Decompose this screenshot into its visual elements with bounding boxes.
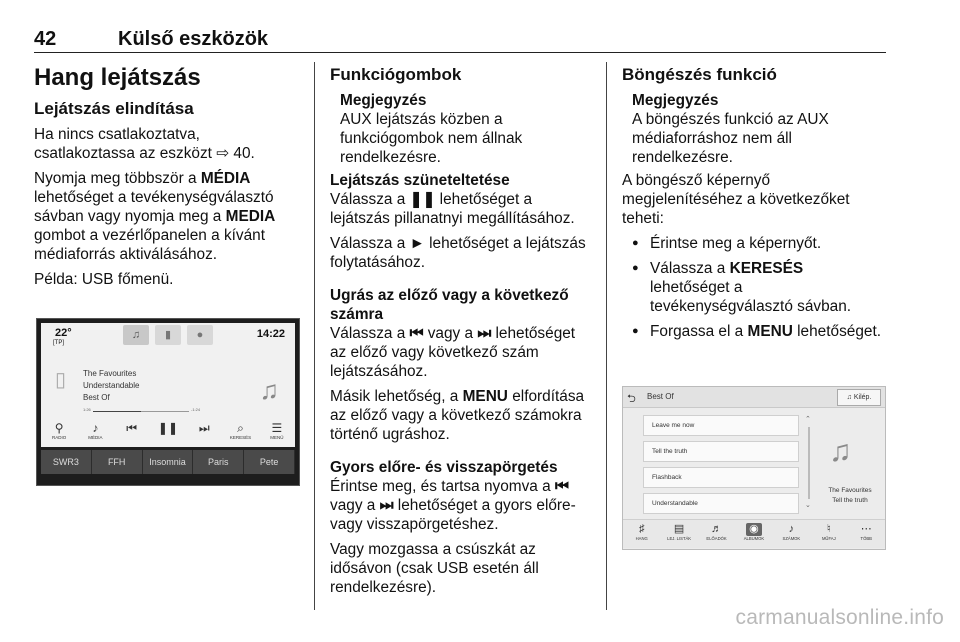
favourite-preset: Pete <box>244 450 295 474</box>
music-note-icon: ♫ <box>846 394 852 401</box>
browse-category-bar <box>623 519 885 548</box>
paragraph: Másik lehetőség, a MENU elfordítása az előző vagy a következő számokra történő ugráshoz. <box>330 388 585 443</box>
chevron-down-icon: ⌄ <box>805 502 811 509</box>
usb-stick-icon: ▯ <box>55 369 67 391</box>
exit-button: ♫ Kilép. <box>837 389 881 406</box>
paragraph: Ha nincs csatlakoztatva, csatlakoztassa az eszközt ⇨ 40. <box>34 126 255 162</box>
music-note-icon: ♫ <box>123 325 149 345</box>
note: Megjegyzés A böngészés funkció az AUX médiaforráshoz nem áll rendelkezésre. <box>632 92 829 166</box>
favourite-preset: FFH <box>92 450 143 474</box>
menu-icon: ☰ <box>271 421 283 435</box>
search-icon: ⌕ <box>237 421 244 435</box>
page-ref-icon: ⇨ <box>216 145 230 162</box>
column-3 <box>622 64 884 347</box>
genre-icon: ♮ <box>826 523 831 535</box>
music-note-control: ♪ MÉDIA <box>81 421 109 447</box>
paragraph: Példa: USB főmenü. <box>34 271 174 288</box>
clock: 14:22 <box>256 328 285 340</box>
track-category: ♪ SZÁMOK <box>776 520 806 548</box>
column-1 <box>34 64 296 295</box>
progress-bar <box>93 411 189 412</box>
chevron-up-icon: ⌃ <box>805 416 811 423</box>
sound-icon: ♯ <box>638 523 645 535</box>
section-title: Funkciógombok <box>330 65 462 84</box>
bullet-list <box>622 234 884 341</box>
album-category: ◉ ALBUMOK <box>743 523 765 541</box>
track-list <box>643 415 799 519</box>
screen <box>41 323 295 447</box>
track: Understandable <box>83 381 140 390</box>
more-category: ⋯ TÖBB <box>851 520 881 548</box>
section-title: Hang lejátszás <box>34 64 201 91</box>
playlist-icon: ▤ <box>673 523 685 535</box>
skip-forward-icon: ⏭ <box>198 421 210 435</box>
list-item: ● Forgassa el a MENU lehetőséget. <box>622 322 884 341</box>
paragraph: Vagy mozgassa a csúszkát az idősávon (csak USB esetén áll rendelkezésre). <box>330 541 539 596</box>
album-art-icon: ♫ <box>829 435 852 468</box>
artist-icon: ♬ <box>711 523 723 535</box>
elapsed-time: 1:26 <box>83 407 91 412</box>
subsection-title: Lejátszás szüneteltetése <box>330 172 510 189</box>
column-2 <box>330 64 592 603</box>
subsection-title: Gyors előre- és visszapörgetés <box>330 459 558 476</box>
menu-control: ☰ MENÜ <box>263 421 291 447</box>
total-time: -1:24 <box>191 407 201 412</box>
genre-category: ♮ MŰFAJ <box>814 520 844 548</box>
paragraph: Érintse meg, és tartsa nyomva a ⏮ vagy a ⏭ lehetőséget a gyors előre- vagy visszapörgetéshez. <box>330 478 576 533</box>
note: Megjegyzés AUX lejátszás közben a funkciógombok nem állnak rendelkezésre. <box>340 92 523 166</box>
skip-back-icon: ⏮ <box>409 325 424 342</box>
artist: The Favourites <box>83 369 137 378</box>
watermark: carmanualsonline.info <box>735 606 944 629</box>
subsection-title: Lejátszás elindítása <box>34 99 194 118</box>
section-title: Böngészés funkció <box>622 65 777 84</box>
control-bar <box>41 421 295 447</box>
title-bar <box>623 387 885 408</box>
list-item: Leave me now <box>643 415 799 436</box>
scrollbar <box>805 415 813 511</box>
temperature: 22° <box>55 327 72 339</box>
browse-screenshot <box>622 386 886 550</box>
page-header <box>34 28 886 53</box>
list-item: Understandable <box>643 493 799 514</box>
list-item: Flashback <box>643 467 799 488</box>
skip-back-icon: ⏮ <box>126 421 138 435</box>
favourite-preset: SWR3 <box>41 450 92 474</box>
paragraph: Válassza a ❚❚ lehetőséget a lejátszás pillanatnyi megállításához. <box>330 191 575 227</box>
paragraph: A böngésző képernyő megjelenítéséhez a következőket teheti: <box>622 172 850 227</box>
source-tabs <box>123 325 213 345</box>
back-icon: ⮌ <box>627 393 636 405</box>
subsection-title: Ugrás az előző vagy a következő számra <box>330 287 569 323</box>
radio-control: ⚲ RADIO <box>45 421 73 447</box>
skip-forward-icon: ⏭ <box>477 325 492 342</box>
pause-control <box>154 421 182 447</box>
radio-icon: ⚲ <box>54 421 64 435</box>
skip-forward-control <box>190 421 218 447</box>
disc-icon: ● <box>187 325 213 345</box>
usb-main-menu-screenshot <box>36 318 300 486</box>
sound-category: ♯ HANG <box>627 520 657 548</box>
playlist-category: ▤ LEJ. LISTÁK <box>664 520 694 548</box>
list-item: Tell the truth <box>643 441 799 462</box>
list-item: ● Érintse meg a képernyőt. <box>622 234 884 253</box>
favourite-preset: Insomnia <box>143 450 194 474</box>
skip-back-control <box>118 421 146 447</box>
track-icon: ♪ <box>788 523 795 535</box>
track: Tell the truth <box>832 497 868 504</box>
column-divider <box>314 62 315 610</box>
paragraph: Nyomja meg többször a MÉDIA lehetőséget a tevékenységválasztó sávban vagy nyomja meg a MEDIA gombot a vezérlőpanelen a kívánt médiaforrás aktiválásához. <box>34 170 276 263</box>
artist-category: ♬ ELŐADÓK <box>702 520 732 548</box>
pause-icon: ❚❚ <box>157 421 179 435</box>
album: Best Of <box>83 393 110 402</box>
album-icon: ◉ <box>746 523 762 536</box>
favourites-bar <box>41 450 295 474</box>
column-divider <box>606 62 607 610</box>
paragraph: Válassza a ⏮ vagy a ⏭ lehetőséget az előző vagy következő szám lejátszásához. <box>330 325 576 380</box>
more-icon: ⋯ <box>860 523 872 535</box>
list-title: Best Of <box>647 392 674 401</box>
pause-icon: ❚❚ <box>409 191 436 208</box>
play-icon: ► <box>409 235 425 252</box>
chapter-title: Külső eszközök <box>118 28 269 50</box>
search-control: ⌕ KERESÉS <box>227 421 255 447</box>
skip-forward-icon: ⏭ <box>379 497 394 514</box>
artist: The Favourites <box>828 487 872 494</box>
skip-back-icon: ⏮ <box>554 478 569 495</box>
list-item: ● Válassza a KERESÉS lehetőséget a tevékenységválasztó sávban. <box>622 259 884 316</box>
favourite-preset: Paris <box>193 450 244 474</box>
device-icon: ▮ <box>155 325 181 345</box>
album-art-icon: ♫ <box>259 375 279 405</box>
paragraph: Válassza a ► lehetőséget a lejátszás folytatásához. <box>330 235 586 271</box>
music-note-icon: ♪ <box>92 421 99 435</box>
page-number: 42 <box>34 28 57 50</box>
tp-indicator: [TP] <box>53 340 65 346</box>
